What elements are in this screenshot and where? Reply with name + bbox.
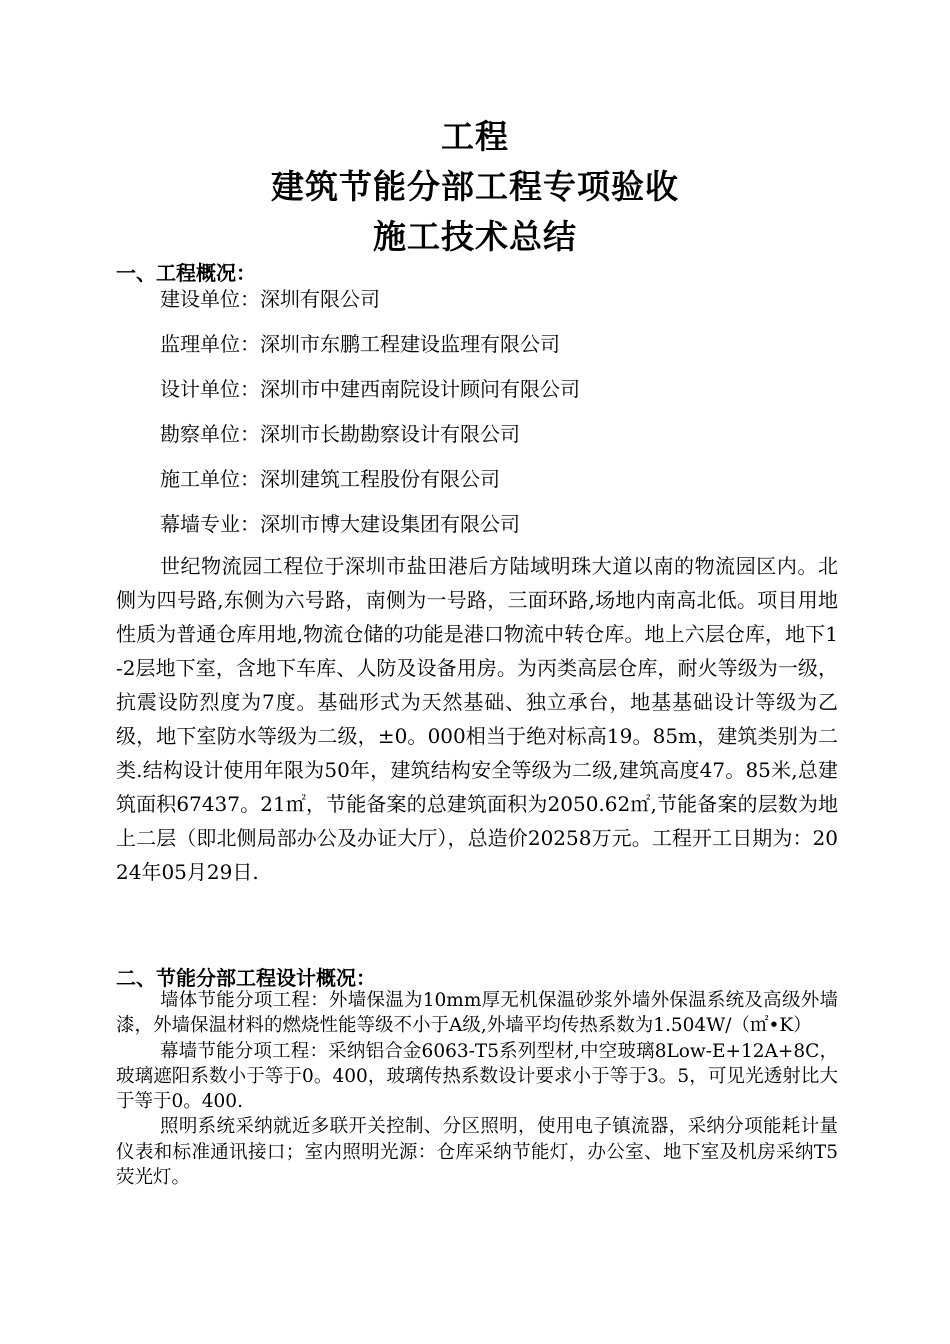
unit-survey: 勘察单位：深圳市长勘勘察设计有限公司 [160, 422, 520, 446]
unit-supervision: 监理单位：深圳市东鹏工程建设监理有限公司 [160, 332, 560, 356]
unit-curtain-wall: 幕墙专业：深圳市博大建设集团有限公司 [160, 512, 520, 536]
section-heading-overview: 一、工程概况： [116, 261, 256, 285]
title-summary: 施工技术总结 [373, 217, 577, 256]
title-project: 工程 [441, 117, 509, 156]
unit-design: 设计单位：深圳市中建西南院设计顾问有限公司 [160, 377, 580, 401]
title-acceptance: 建筑节能分部工程专项验收 [271, 167, 679, 206]
unit-contractor: 施工单位：深圳建筑工程股份有限公司 [160, 467, 500, 491]
wall-energy-paragraph: 墙体节能分项工程：外墙保温为10mm厚无机保温砂浆外墙外保温系统及高级外墙漆，外墙保温材料的燃烧性能等级不小于A级,外墙平均传热系数为1.504W/（㎡•K） [116, 990, 838, 1037]
energy-design-block [116, 988, 838, 1190]
lighting-system-paragraph: 照明系统采纳就近多联开关控制、分区照明，使用电子镇流器，采纳分项能耗计量仪表和标准通讯接口；室内照明光源：仓库采纳节能灯，办公室、地下室及机房采纳T5荧光灯。 [116, 1116, 838, 1189]
project-overview-paragraph: 世纪物流园工程位于深圳市盐田港后方陆域明珠大道以南的物流园区内。北侧为四号路,东侧为六号路，南侧为一号路，三面环路,场地内南高北低。项目用地性质为普通仓库用地,物流仓储的功能是港口物流中转仓库。地上六层仓库，地下1-2层地下室，含地下车库、人防及设备用房。为丙类高层仓库，耐火等级为一级，抗震设防烈度为7度。基础形式为天然基础、独立承台，地基基础设计等级为乙级，地下室防水等级为二级，±0。000相当于绝对标高19。85m，建筑类别为二类.结构设计使用年限为50年，建筑结构安全等级为二级,建筑高度47。85米,总建筑面积67437。21㎡，节能备案的总建筑面积为2050.62㎡,节能备案的层数为地上二层（即北侧局部办公及办证大厅），总造价20258万元。工程开工日期为：2024年05月29日. [116, 554, 838, 884]
section-heading-energy-design: 二、节能分部工程设计概况： [116, 966, 376, 990]
unit-construction-owner: 建设单位：深圳有限公司 [160, 287, 380, 311]
participating-units-list [160, 282, 860, 552]
curtain-wall-energy-paragraph: 幕墙节能分项工程：采纳铝合金6063-T5系列型材,中空玻璃8Low-E+12A+8C，玻璃遮阳系数小于等于0。400，玻璃传热系数设计要求小于等于3。5，可见光透射比大于等于0。400. [116, 1040, 838, 1113]
